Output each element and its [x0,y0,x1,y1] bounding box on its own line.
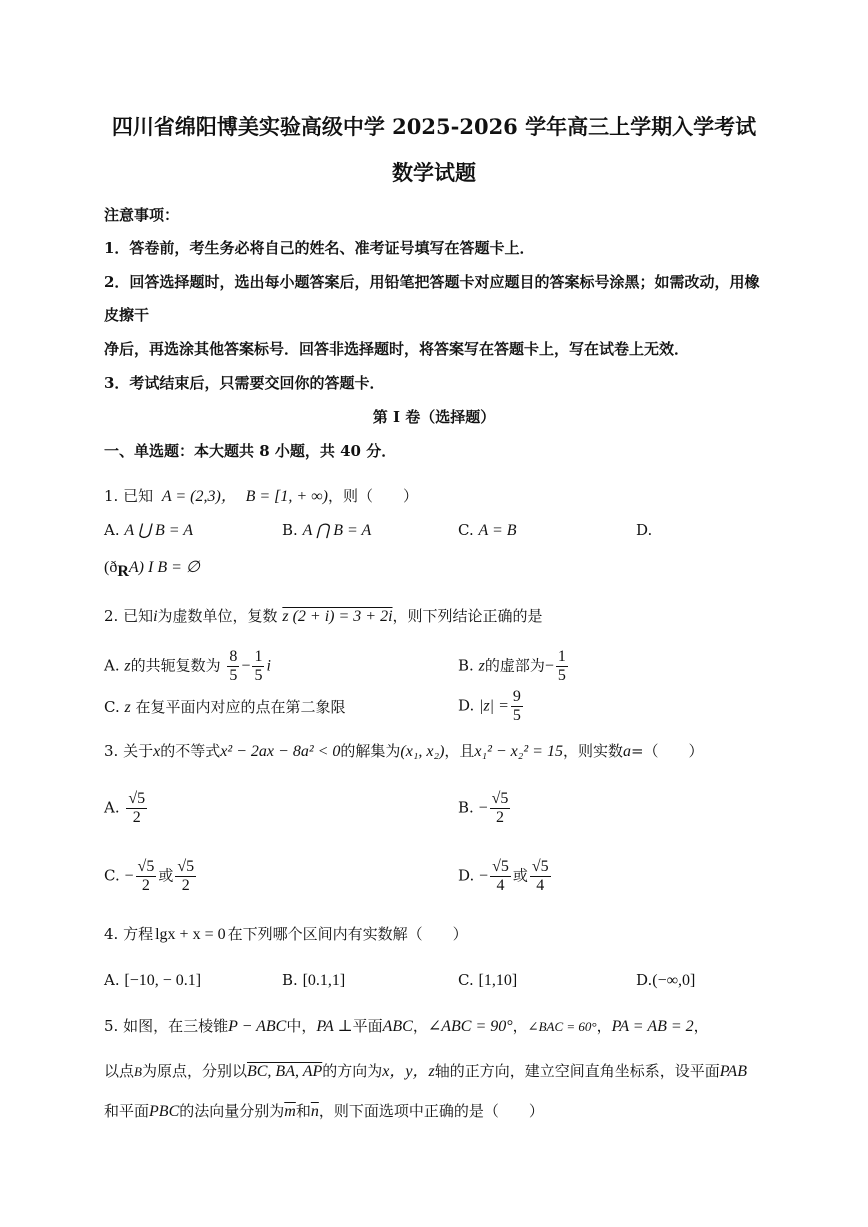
fraction: $\frac{√5}{4}$ [492,858,509,894]
q2-option-a: A. z的共轭复数为 $\frac{8}{5}$ − $\frac{1}{5}$ i [104,648,271,684]
q4-option-c: C. [1,10] [458,971,518,989]
q2-option-d: D. |z| = $\frac{9}{5}$ [458,688,521,724]
fraction: $\frac{9}{5}$ [512,688,521,724]
fraction: $\frac{√5}{2}$ [177,858,195,894]
notice-heading: 注意事项： [104,206,180,224]
q2-option-b: B. z的虚部为− $\frac{1}{5}$ [458,648,566,684]
fraction: $\frac{√5}{4}$ [531,858,549,894]
question-5-line-3: 和平面PBC的法向量分别为$\overline{m}$和$\overline{n}$，则下面选项中正确的是（ ） [104,1102,544,1120]
exam-title: 四川省绵阳博美实验高级中学 2025-2026 学年高三上学期入学考试 [111,114,757,139]
question-2-stem: 2. 已知i为虚数单位，复数 z (2 + i) = 3 + 2i，则下列结论正确的是 [104,607,543,625]
question-4-stem: 4. 方程 lgx + x = 0 在下列哪个区间内有实数解（ ） [104,925,468,943]
notice-item-3: 3．考试结束后，只需要交回你的答题卡． [104,374,385,392]
fraction: $\frac{1}{5}$ [254,648,263,684]
q3-option-b: B. − $\frac{√5}{2}$ [458,790,509,826]
fraction: $\frac{√5}{2}$ [128,790,146,826]
q1-option-c: C. A = B [458,521,517,539]
q4-option-a: A. [−10, − 0.1] [104,971,202,989]
q1-option-d-label: D. [636,521,653,539]
volume-heading: 第 I 卷（选择题） [372,408,496,426]
notice-item-2b: 皮擦干 [104,306,150,324]
fraction: $\frac{√5}{2}$ [137,858,155,894]
q3-option-d: D. − $\frac{√5}{4}$ 或 $\frac{√5}{4}$ [458,858,549,894]
q4-option-d: D.(−∞,0] [636,971,696,989]
section-heading: 一、单选题：本大题共 8 小题，共 40 分． [104,442,397,460]
notice-item-1: 1．答卷前，考生务必将自己的姓名、准考证号填写在答题卡上． [104,239,535,257]
question-5-line-1: 5. 如图，在三棱锥P − ABC中，PA ⊥平面ABC，∠ABC = 90°，∠BAC = 60°，PA = AB = 2， [104,1017,709,1035]
q3-option-c: C. − $\frac{√5}{2}$ 或 $\frac{√5}{2}$ [104,858,195,894]
q1-option-b: B. A ⋂ B = A [282,521,372,539]
question-1-stem: 1. 已知 A = (2,3)， B = [1, + ∞)，则（ ） [104,487,418,505]
notice-item-2c: 净后，再选涂其他答案标号．回答非选择题时，将答案写在答题卡上，写在试卷上无效． [104,340,690,358]
q1-option-d: $(ð_RA)$ I B = ∅ [104,559,200,580]
fraction: $\frac{1}{5}$ [557,648,566,684]
q3-option-a: A. $\frac{√5}{2}$ [104,790,146,826]
exam-subtitle: 数学试题 [392,160,476,185]
q2-option-c: C. z 在复平面内对应的点在第二象限 [104,698,346,716]
q1-option-a: A. A ⋃ B = A [104,521,194,539]
question-5-line-2: 以点B为原点，分别以BC, BA, AP的方向为x，y，z轴的正方向，建立空间直角坐标系，设平面PAB [104,1062,747,1080]
q4-option-b: B. [0.1,1] [282,971,346,989]
question-3-stem: 3. 关于x的不等式x² − 2ax − 8a² < 0的解集为(x₁, x₂)，且x₁² − x₂² = 15，则实数a=（ ） [104,742,704,760]
fraction: $\frac{√5}{2}$ [491,790,509,826]
fraction: $\frac{8}{5}$ [229,648,238,684]
notice-item-2a: 2．回答选择题时，选出每小题答案后，用铅笔把答题卡对应题目的答案标号涂黑；如需改动，用橡 [104,273,760,291]
